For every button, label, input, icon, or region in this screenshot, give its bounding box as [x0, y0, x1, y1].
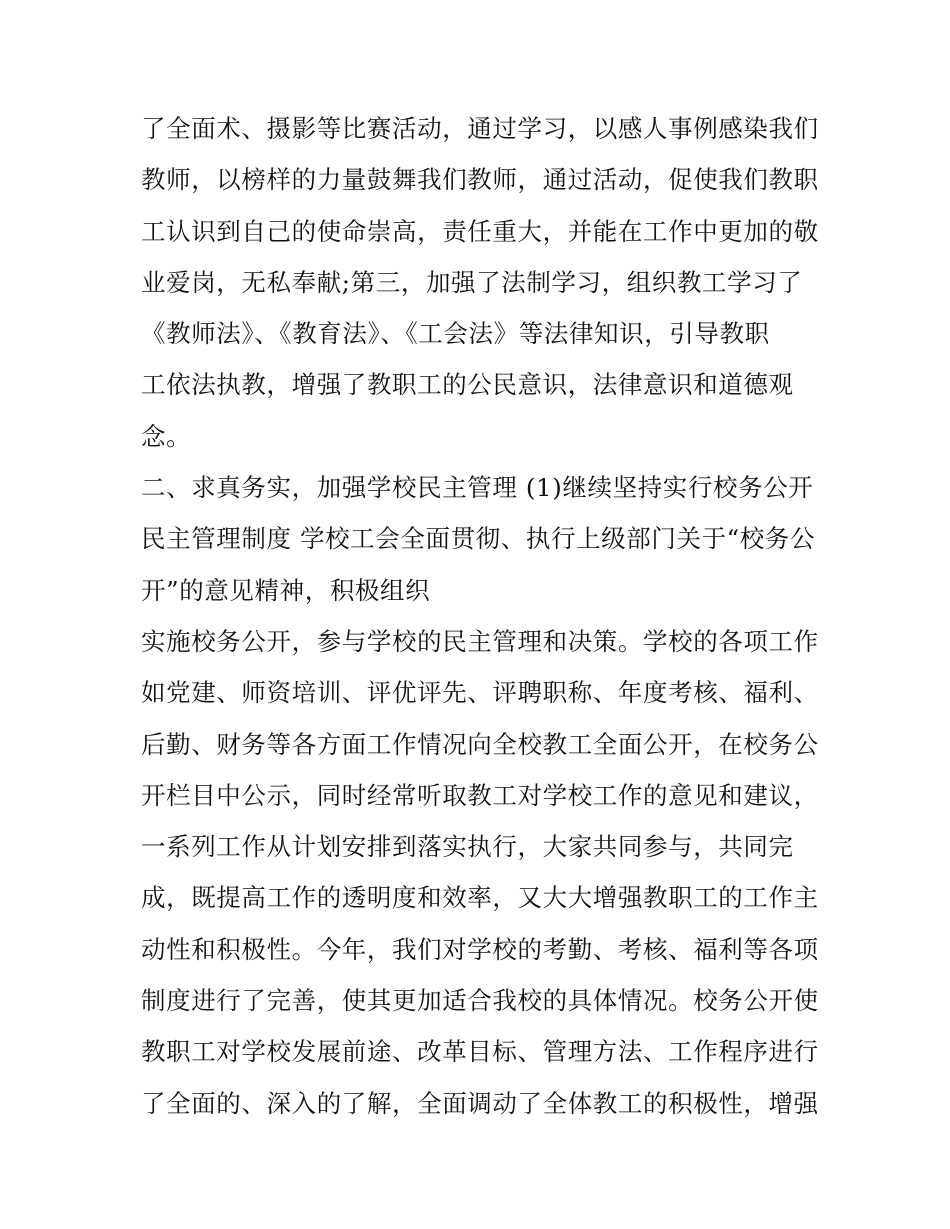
- text-line: 动性和积极性。今年，我们对学校的考勤、考核、福利等各项: [141, 934, 819, 964]
- text-line: 实施校务公开，参与学校的民主管理和决策。学校的各项工作: [141, 626, 819, 656]
- text-line: 工认识到自己的使命崇高，责任重大，并能在工作中更加的敬: [141, 216, 819, 246]
- text-line: 业爱岗，无私奉献;第三，加强了法制学习，组织教工学习了: [141, 267, 803, 297]
- text-line: 了全面术、摄影等比赛活动，通过学习，以感人事例感染我们: [141, 114, 819, 143]
- text-line: 教师，以榜样的力量鼓舞我们教师，通过活动，促使我们教职: [141, 165, 819, 195]
- text-line: 开栏目中公示，同时经常听取教工对学校工作的意见和建议，: [141, 780, 819, 810]
- text-line: 如党建、师资培训、评优评先、评聘职称、年度考核、福利、: [141, 678, 819, 708]
- text-line: 了全面的、深入的了解，全面调动了全体教工的积极性，增强: [141, 1088, 819, 1118]
- text-line: 《教师法》、《教育法》、《工会法》等法律知识，引导教职: [141, 319, 770, 349]
- text-line: 制度进行了完善，使其更加适合我校的具体情况。校务公开使: [141, 986, 819, 1016]
- text-line: 教职工对学校发展前途、改革目标、管理方法、工作程序进行: [141, 1037, 819, 1067]
- text-line: 后勤、财务等各方面工作情况向全校教工全面公开，在校务公: [141, 729, 819, 759]
- section-heading-line: 二、求真务实，加强学校民主管理 (1)继续坚持实行校务公开: [141, 473, 814, 503]
- text-line: 工依法执教，增强了教职工的公民意识，法律意识和道德观: [141, 370, 794, 400]
- text-line: 念。: [141, 421, 192, 451]
- text-line: 开”的意见精神，积极组织: [141, 575, 431, 605]
- text-line: 一系列工作从计划安排到落实执行，大家共同参与，共同完: [141, 832, 794, 862]
- body-text: [141, 103, 841, 1129]
- text-line: 民主管理制度 学校工会全面贯彻、执行上级部门关于“校务公: [141, 524, 816, 554]
- text-line: 成，既提高工作的透明度和效率，又大大增强教职工的工作主: [141, 883, 819, 913]
